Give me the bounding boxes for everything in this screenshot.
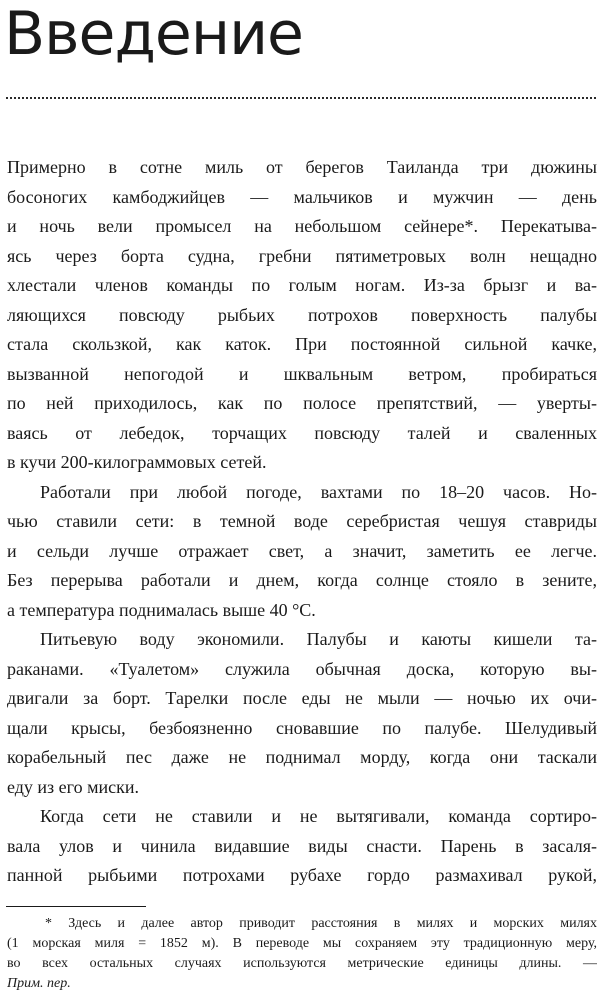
text-line: ясь через борта судна, гребни пятиметровых волн нещадно xyxy=(7,245,597,266)
paragraph xyxy=(7,153,597,478)
text-line: чью ставили сети: в темной воде серебристая чешуя ставриды xyxy=(7,511,597,531)
text-line: ляющихся повсюду рыбьих потрохов поверхность палубы xyxy=(7,304,597,325)
footnote xyxy=(7,914,597,994)
footnote-line: (1 морская миля = 1852 м). В переводе мы сохраняем эту традиционную меру, xyxy=(7,936,597,951)
footnote-line: * Здесь и далее автор приводит расстояния в милях и морских милях xyxy=(45,916,597,931)
text-line: корабельный пес даже не поднимал морду, когда они таскали xyxy=(7,747,597,767)
text-line: босоногих камбоджийцев — мальчиков и мужчин — день xyxy=(7,186,597,207)
chapter-title: Введение xyxy=(4,0,303,69)
text-line: в кучи 200-килограммовых сетей. xyxy=(7,452,267,472)
paragraph xyxy=(7,478,597,626)
text-line: и сельди лучше отражает свет, а значит, заметить ее легче. xyxy=(7,540,597,561)
text-line: Работали при любой погоде, вахтами по 18–20 часов. Но- xyxy=(40,481,597,502)
text-line: вызванной непогодой и шквальным ветром, пробираться xyxy=(7,363,597,384)
text-line: Питьевую воду экономили. Палубы и каюты кишели та- xyxy=(40,629,597,649)
footnote-line: во всех остальных случаях используются метрические единицы длины. — xyxy=(7,956,597,971)
text-line: еду из его миски. xyxy=(7,776,139,797)
text-line: раканами. «Туалетом» служила обычная доска, которую вы- xyxy=(7,658,597,679)
text-line: хлестали членов команды по голым ногам. Из-за брызг и ва- xyxy=(7,275,597,295)
footnote-line: Прим. пер. xyxy=(7,976,71,991)
text-line: стала скользкой, как каток. При постоянной сильной качке, xyxy=(7,334,597,354)
text-line: вала улов и чинила видавшие виды снасти. Парень в засаля- xyxy=(7,835,597,856)
text-line: а температура поднималась выше 40 °С. xyxy=(7,599,316,620)
body-text xyxy=(7,153,597,891)
text-line: щали крысы, безбоязненно сновавшие по палубе. Шелудивый xyxy=(7,717,597,738)
paragraph xyxy=(7,802,597,891)
text-line: ваясь от лебедок, торчащих повсюду талей и сваленных xyxy=(7,422,597,443)
paragraph xyxy=(7,625,597,802)
text-line: Без перерыва работали и днем, когда солнце стояло в зените, xyxy=(7,570,597,590)
title-dotted-divider xyxy=(6,97,596,99)
text-line: по ней приходилось, как по полосе препятствий, — уверты- xyxy=(7,393,597,413)
text-line: Когда сети не ставили и не вытягивали, команда сортиро- xyxy=(40,806,597,826)
text-line: и ночь вели промысел на небольшом сейнере*. Перекатыва- xyxy=(7,216,597,236)
text-line: двигали за борт. Тарелки после еды не мыли — ночью их очи- xyxy=(7,688,597,708)
footnote-divider xyxy=(6,906,146,907)
text-line: панной рыбьими потрохами рубахе гордо размахивал рукой, xyxy=(7,865,597,885)
text-line: Примерно в сотне миль от берегов Таиланда три дюжины xyxy=(7,157,597,177)
